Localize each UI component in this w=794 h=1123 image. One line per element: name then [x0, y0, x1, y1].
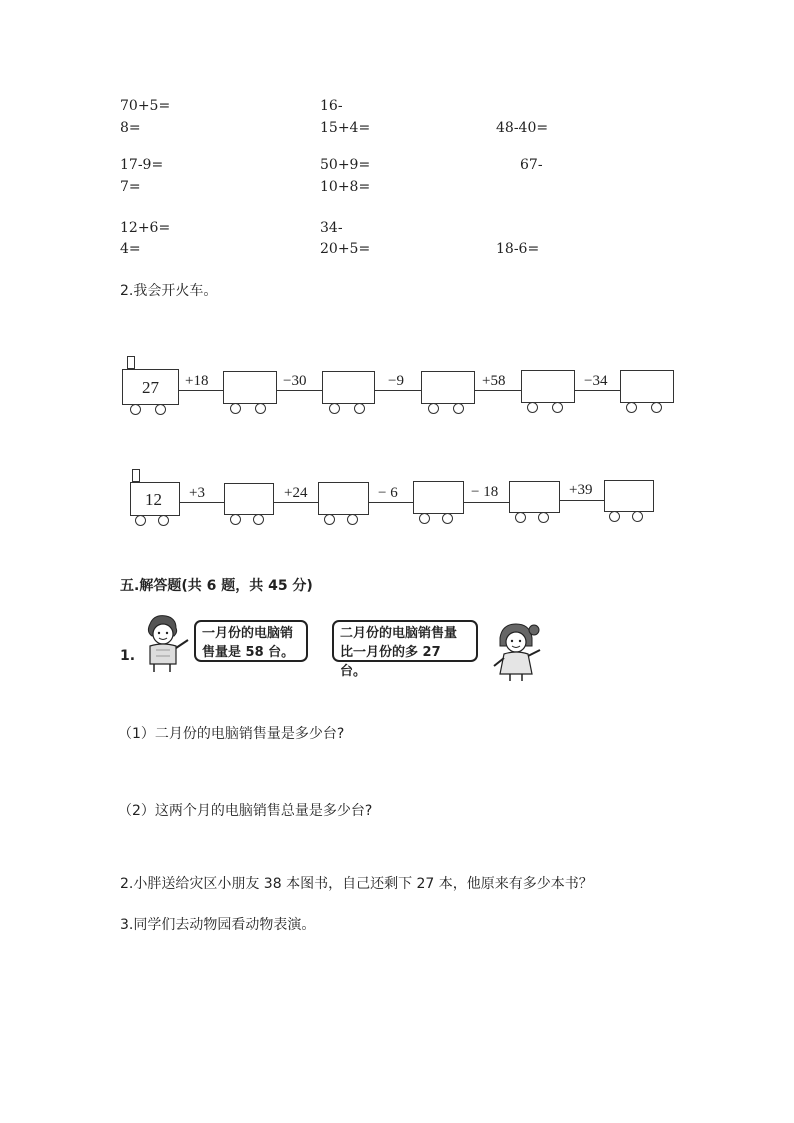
- connector: [179, 390, 223, 391]
- wheel: [347, 514, 358, 525]
- wheel: [651, 402, 662, 413]
- connector: [575, 390, 620, 391]
- wheel: [130, 404, 141, 415]
- wheel: [626, 402, 637, 413]
- calc-item: 18-6=: [496, 241, 540, 257]
- calc-item: 50+9=: [320, 157, 371, 173]
- connector: [375, 390, 421, 391]
- problem-text: 2.小胖送给灾区小朋友 38 本图书，自己还剩下 27 本，他原来有多少本书？: [120, 876, 593, 892]
- wheel: [632, 511, 643, 522]
- train-op: − 6: [378, 485, 398, 501]
- wheel: [515, 512, 526, 523]
- calc-item: 67-: [520, 157, 543, 173]
- train-engine: [130, 482, 180, 516]
- wheel: [538, 512, 549, 523]
- wheel: [253, 514, 264, 525]
- train-op: −9: [388, 373, 404, 389]
- connector: [464, 502, 509, 503]
- girl-illustration-icon: [488, 620, 546, 682]
- sub-question: （1）二月份的电脑销售量是多少台?: [118, 726, 345, 742]
- wheel: [609, 511, 620, 522]
- wheel: [324, 514, 335, 525]
- wheel: [428, 403, 439, 414]
- train-op: +3: [189, 485, 205, 501]
- calc-item: 70+5=: [120, 98, 171, 114]
- section-title: 五.解答题(共 6 题，共 45 分): [120, 578, 313, 594]
- wheel: [155, 404, 166, 415]
- train-op: −30: [283, 373, 307, 389]
- calc-item: 16-: [320, 98, 343, 114]
- calc-item: 12+6=: [120, 220, 171, 236]
- train-op: +58: [482, 373, 506, 389]
- problem-number: 1.: [120, 648, 136, 664]
- calc-item: 48-40=: [496, 120, 549, 136]
- boy-illustration-icon: [134, 612, 194, 674]
- answer-box[interactable]: [413, 481, 464, 514]
- wheel: [453, 403, 464, 414]
- train-engine: [122, 369, 179, 405]
- connector: [274, 502, 318, 503]
- calc-item: 20+5=: [320, 241, 371, 257]
- wheel: [442, 513, 453, 524]
- wheel: [158, 515, 169, 526]
- calc-item: 7=: [120, 179, 141, 195]
- train-op: +24: [284, 485, 308, 501]
- connector: [369, 502, 413, 503]
- connector: [180, 502, 224, 503]
- calc-item: 34-: [320, 220, 343, 236]
- connector: [277, 390, 322, 391]
- wheel: [135, 515, 146, 526]
- answer-box[interactable]: [322, 371, 375, 404]
- speech-bubble-left: [194, 620, 308, 662]
- calc-item: 8=: [120, 120, 141, 136]
- connector: [475, 390, 521, 391]
- train-op: +39: [569, 482, 593, 498]
- question-title: 2.我会开火车。: [120, 283, 218, 299]
- train-start-number: 27: [142, 378, 159, 397]
- problem-text: 3.同学们去动物园看动物表演。: [120, 917, 316, 933]
- sub-question: （2）这两个月的电脑销售总量是多少台?: [118, 803, 373, 819]
- answer-box[interactable]: [224, 483, 274, 515]
- wheel: [230, 403, 241, 414]
- train-chimney: [132, 469, 140, 482]
- answer-box[interactable]: [604, 480, 654, 512]
- speech-bubble-right: [332, 620, 478, 679]
- answer-box[interactable]: [223, 371, 277, 404]
- answer-box[interactable]: [509, 481, 560, 513]
- wheel: [419, 513, 430, 524]
- bubble-line: 一月份的电脑销: [202, 626, 294, 641]
- train-chimney: [127, 356, 135, 369]
- wheel: [552, 402, 563, 413]
- bubble-line: 比一月份的多 27 台。: [340, 645, 441, 679]
- answer-box[interactable]: [521, 370, 575, 403]
- train-op: +18: [185, 373, 209, 389]
- train-op: −34: [584, 373, 608, 389]
- wheel: [230, 514, 241, 525]
- answer-box[interactable]: [421, 371, 475, 404]
- bubble-line: 二月份的电脑销售量: [340, 626, 458, 641]
- train-op: − 18: [471, 484, 499, 500]
- answer-box[interactable]: [318, 482, 369, 515]
- calc-item: 4=: [120, 241, 141, 257]
- calc-item: 10+8=: [320, 179, 371, 195]
- wheel: [255, 403, 266, 414]
- connector: [560, 500, 604, 501]
- calc-item: 17-9=: [120, 157, 164, 173]
- calc-item: 15+4=: [320, 120, 371, 136]
- wheel: [527, 402, 538, 413]
- train-start-number: 12: [145, 490, 162, 509]
- answer-box[interactable]: [620, 370, 674, 403]
- wheel: [354, 403, 365, 414]
- wheel: [329, 403, 340, 414]
- bubble-line: 售量是 58 台。: [202, 645, 295, 660]
